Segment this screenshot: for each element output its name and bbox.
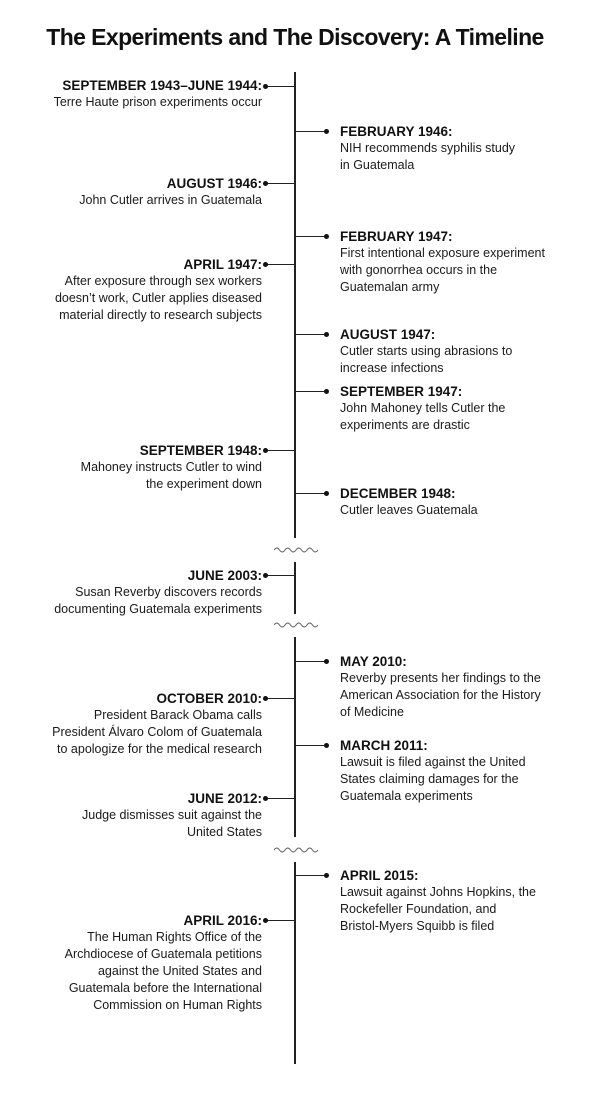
event-date: DECEMBER 1948: bbox=[340, 486, 456, 501]
timeline-event bbox=[340, 123, 515, 174]
event-connector bbox=[266, 920, 295, 921]
event-description: Susan Reverby discovers records documenting Guatemala experiments bbox=[54, 585, 262, 616]
event-description: First intentional exposure experiment with gonorrhea occurs in the Guatemalan army bbox=[340, 246, 545, 294]
timeline-event bbox=[82, 790, 262, 841]
event-description: Judge dismisses suit against the United States bbox=[82, 808, 262, 839]
event-date: MAY 2010: bbox=[340, 654, 407, 669]
event-connector bbox=[295, 875, 326, 876]
event-description: After exposure through sex workers doesn’t work, Cutler applies diseased material directly to research subjects bbox=[54, 274, 262, 322]
event-dot bbox=[263, 796, 268, 801]
event-description: Mahoney instructs Cutler to wind the experiment down bbox=[80, 460, 262, 491]
event-date: FEBRUARY 1946: bbox=[340, 124, 453, 139]
timeline-event bbox=[340, 867, 536, 935]
timeline-event bbox=[54, 77, 262, 111]
timeline-event bbox=[81, 442, 262, 493]
event-dot bbox=[324, 389, 329, 394]
event-date: JUNE 2003: bbox=[187, 568, 262, 583]
event-connector bbox=[295, 661, 326, 662]
event-date: MARCH 2011: bbox=[340, 738, 428, 753]
event-dot bbox=[324, 491, 329, 496]
event-connector bbox=[266, 698, 295, 699]
event-date: SEPTEMBER 1943–JUNE 1944: bbox=[62, 78, 262, 93]
event-dot bbox=[324, 873, 329, 878]
event-dot bbox=[263, 84, 268, 89]
page-title: The Experiments and The Discovery: A Timeline bbox=[46, 24, 544, 50]
event-dot bbox=[263, 448, 268, 453]
event-dot bbox=[324, 234, 329, 239]
event-connector bbox=[266, 450, 295, 451]
timeline-spine bbox=[294, 637, 296, 837]
timeline-event bbox=[340, 326, 512, 377]
event-description: Cutler starts using abrasions to increase infections bbox=[340, 344, 513, 375]
event-date: APRIL 2016: bbox=[183, 913, 262, 928]
event-connector bbox=[295, 493, 326, 494]
timeline-spine bbox=[294, 72, 296, 538]
event-dot bbox=[263, 573, 268, 578]
event-description: NIH recommends syphilis study in Guatemala bbox=[340, 141, 516, 172]
event-date: JUNE 2012: bbox=[187, 791, 262, 806]
timeline-event bbox=[54, 567, 262, 618]
timeline-event bbox=[55, 256, 262, 324]
event-connector bbox=[266, 86, 295, 87]
event-connector bbox=[295, 131, 326, 132]
event-description: Lawsuit against Johns Hopkins, the Rockefeller Foundation, and Bristol-Myers Squibb is filed bbox=[340, 885, 536, 933]
event-description: John Cutler arrives in Guatemala bbox=[79, 193, 262, 207]
event-date: SEPTEMBER 1948: bbox=[139, 443, 262, 458]
event-connector bbox=[295, 745, 326, 746]
event-description: Reverby presents her findings to the American Association for the History of Medicine bbox=[340, 671, 541, 719]
event-dot bbox=[324, 659, 329, 664]
timeline-event bbox=[340, 737, 526, 805]
event-dot bbox=[324, 129, 329, 134]
event-dot bbox=[263, 181, 268, 186]
event-description: Cutler leaves Guatemala bbox=[340, 503, 478, 517]
event-date: AUGUST 1946: bbox=[166, 176, 262, 191]
event-description: The Human Rights Office of the Archdiocese of Guatemala petitions against the United States and Guatemala before the International Commission on Human Rights bbox=[64, 930, 262, 1012]
event-dot bbox=[263, 696, 268, 701]
timeline-break-icon bbox=[274, 621, 318, 629]
event-dot bbox=[263, 918, 268, 923]
event-connector bbox=[266, 575, 295, 576]
event-description: Lawsuit is filed against the United States claiming damages for the Guatemala experiments bbox=[340, 755, 526, 803]
event-connector bbox=[295, 334, 326, 335]
timeline-spine bbox=[294, 562, 296, 614]
event-connector bbox=[295, 391, 326, 392]
timeline-event bbox=[340, 653, 541, 721]
timeline-event bbox=[340, 383, 505, 434]
event-date: OCTOBER 2010: bbox=[156, 691, 262, 706]
event-dot bbox=[324, 743, 329, 748]
event-connector bbox=[266, 264, 295, 265]
timeline-spine bbox=[294, 862, 296, 1064]
event-description: Terre Haute prison experiments occur bbox=[53, 95, 262, 109]
timeline-event bbox=[340, 485, 478, 519]
event-date: SEPTEMBER 1947: bbox=[340, 384, 463, 399]
event-dot bbox=[324, 332, 329, 337]
timeline-event bbox=[340, 228, 545, 296]
event-date: APRIL 1947: bbox=[183, 257, 262, 272]
timeline-break-icon bbox=[274, 846, 318, 854]
event-date: APRIL 2015: bbox=[340, 868, 419, 883]
event-connector bbox=[266, 798, 295, 799]
event-dot bbox=[263, 262, 268, 267]
event-connector bbox=[295, 236, 326, 237]
event-connector bbox=[266, 183, 295, 184]
event-description: President Barack Obama calls President Álvaro Colom of Guatemala to apologize for the medical research bbox=[52, 708, 262, 756]
timeline-event bbox=[65, 912, 262, 1014]
event-date: AUGUST 1947: bbox=[340, 327, 436, 342]
timeline-event bbox=[52, 690, 262, 758]
event-date: FEBRUARY 1947: bbox=[340, 229, 453, 244]
timeline-break-icon bbox=[274, 546, 318, 554]
event-description: John Mahoney tells Cutler the experiments are drastic bbox=[340, 401, 506, 432]
timeline-event bbox=[79, 175, 262, 209]
